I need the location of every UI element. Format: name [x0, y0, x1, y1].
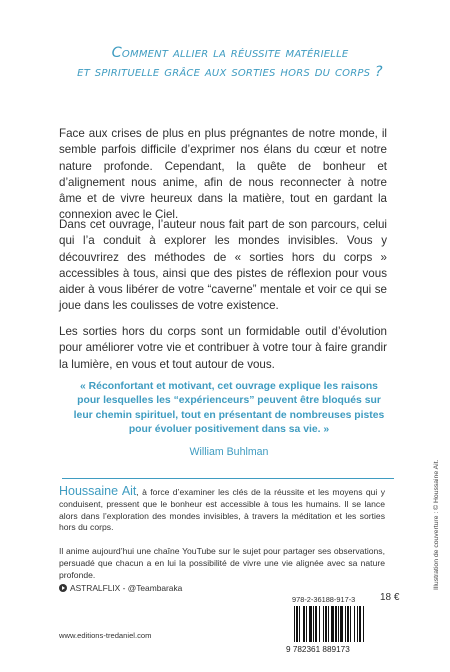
paragraph-2: Dans cet ouvrage, l’auteur nous fait part de son parcours, celui qui l’a conduit à explorer les mondes invisibles. Vous y découvrirez des méthodes de « sorties hors du corps » accessibles à tous, ainsi que des pistes de réflexion pour vous aider à vous libérer de votre “caverne” mentale et voir ce qui se joue dans les coulisses de votre existence. [59, 218, 387, 313]
barcode-bar [294, 606, 295, 642]
paragraph-3: Les sorties hors du corps sont un formidable outil d’évolution pour améliorer votre vie et contribuer à votre tour à faire grandir la lumière, en vous et tout autour de vous. [59, 325, 387, 371]
quote-author: William Buhlman [189, 446, 269, 458]
barcode-bar [328, 606, 329, 642]
barcode-bars [294, 606, 364, 642]
barcode-bar [319, 606, 320, 642]
publisher-website: www.editions-tredaniel.com [59, 631, 152, 640]
price: 18 € [380, 592, 400, 603]
barcode-bar [335, 606, 337, 642]
headline-line-1: Comment allier la réussite matérielle [111, 45, 349, 61]
barcode-bar [299, 606, 300, 642]
barcode-bar [354, 606, 355, 642]
barcode-bar [309, 606, 312, 642]
author-bio [59, 486, 385, 534]
barcode-bar [350, 606, 351, 642]
social-handle-text: ASTRALFLIX - @Teambaraka [70, 583, 183, 593]
author-bio-text: , à force d’examiner les clés de la réussite et les moyens qui y conduisent, pressent que le bonheur est accessible à tous les humains. Il se lance alors dans l’exploration des mondes invisibles, à travers la méditation et les sorties hors du corps. [59, 487, 385, 533]
youtube-icon [59, 584, 67, 592]
cover-illustration-credit: Illustration de couverture : © Houssaine Ait. [433, 459, 440, 590]
barcode-bar [347, 606, 349, 642]
section-divider [62, 478, 394, 479]
barcode-bar [340, 606, 343, 642]
barcode-bar [303, 606, 305, 642]
author-bio-second-paragraph: Il anime aujourd’hui une chaîne YouTube sur le sujet pour partager ses observations, persuadé que chacun a en lui la possibilité de vivre une vie alignée avec sa nature profonde. [59, 546, 385, 580]
headline [70, 44, 390, 82]
barcode-digits: 9 782361 889173 [286, 645, 350, 654]
barcode-bar [296, 606, 298, 642]
social-handle [59, 583, 182, 593]
barcode-bar [363, 606, 364, 642]
barcode-bar [345, 606, 346, 642]
barcode-bar [313, 606, 314, 642]
barcode-bar [357, 606, 358, 642]
barcode-bar [315, 606, 317, 642]
barcode-bar [306, 606, 307, 642]
barcode-bar [338, 606, 339, 642]
barcode-bar [331, 606, 334, 642]
barcode-bar [325, 606, 327, 642]
barcode [286, 606, 398, 654]
author-name: Houssaine Ait [59, 484, 137, 498]
barcode-bar [359, 606, 361, 642]
testimonial-quote: « Réconfortant et motivant, cet ouvrage explique les raisons pour lesquelles les “expérienceurs” peuvent être bloqués sur leur chemin spirituel, tout en présentant de nombreuses pistes pour évoluer positivement dans sa vie. » [73, 381, 385, 436]
isbn: 978-2-36188-917-3 [292, 595, 356, 604]
headline-line-2: et spirituelle grâce aux sorties hors du corps ? [77, 64, 383, 80]
barcode-bar [323, 606, 324, 642]
paragraph-1: Face aux crises de plus en plus prégnantes de notre monde, il semble parfois difficile d’exprimer nos élans du cœur et notre nature profonde. Cependant, la quête de bonheur et d’alignement nous anime, afin de nous reconnecter à notre âme et de vivre heureux dans la matière, tout en gardant la connexion avec le Ciel. [59, 127, 387, 222]
